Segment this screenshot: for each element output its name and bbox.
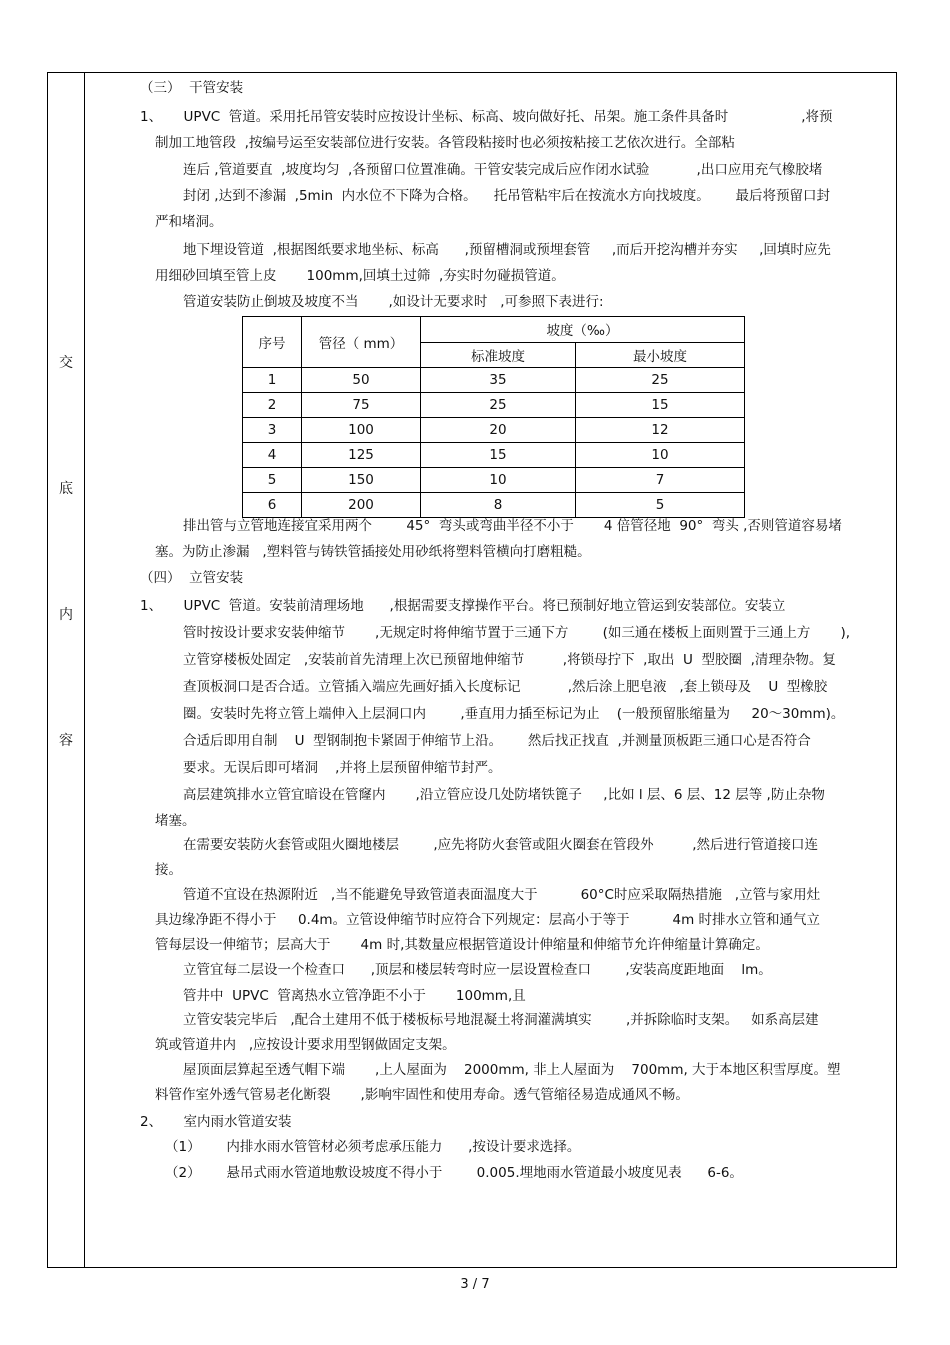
text-line: 连后 ,管道要直 ,坡度均匀 ,各预留口位置准确。干管安装完成后应作闭水试验 ,出口应用充气橡胶堵 (183, 162, 823, 178)
section-heading: （四） 立管安装 (140, 570, 244, 586)
table-cell: 20 (421, 418, 576, 443)
side-label-char: 底 (59, 481, 73, 497)
text-line: 料管作室外透气管易老化断裂 ,影响牢固性和使用寿命。透气管缩径易造成通风不畅。 (155, 1087, 689, 1103)
text-line: 查顶板洞口是否合适。立管插入端应先画好插入长度标记 ,然后涂上肥皂液 ,套上锁母及 U 型橡胶 (183, 679, 828, 695)
text-line: 屋顶面层算起至透气帽下端 ,上人屋面为 2000mm, 非上人屋面为 700mm, 大于本地区积雪厚度。塑 (183, 1062, 841, 1078)
table-cell: 35 (421, 368, 576, 393)
table-row (243, 443, 745, 468)
table-cell: 2 (243, 393, 302, 418)
text-line: 要求。无误后即可堵洞 ,并将上层预留伸缩节封严。 (183, 760, 502, 776)
text-line: 用细砂回填至管上皮 100mm,回填土过筛 ,夯实时勿碰损管道。 (155, 268, 565, 284)
table-cell: 75 (302, 393, 421, 418)
section-heading: （三） 干管安装 (140, 80, 244, 96)
table-header-diameter: 管径（ mm） (302, 317, 421, 368)
table-cell: 15 (576, 393, 745, 418)
text-line: 立管宜每二层设一个检查口 ,顶层和楼层转弯时应一层设置检查口 ,安装高度距地面 lm。 (183, 962, 772, 978)
text-line: 管每层设一伸缩节；层高大于 4m 时,其数量应根据管道设计伸缩量和伸缩节允许伸缩量计算确定。 (155, 937, 769, 953)
text-line: 排出管与立管地连接宜采用两个 45° 弯头或弯曲半径不小于 4 倍管径地 90° 弯头 ,否则管道容易堵 (183, 518, 842, 534)
text-line: 地下埋设管道 ,根据图纸要求地坐标、标高 ,预留槽洞或预埋套管 ,而后开挖沟槽并夯实 ,回填时应先 (183, 242, 831, 258)
table-cell: 10 (576, 443, 745, 468)
table-cell: 100 (302, 418, 421, 443)
table-row (243, 493, 745, 518)
table-header-standard: 标准坡度 (421, 342, 576, 368)
text-line: 管道安装防止倒坡及坡度不当 ,如设计无要求时 ,可参照下表进行: (183, 294, 604, 310)
text-line: （1） 内排水雨水管管材必须考虑承压能力 ,按设计要求选择。 (165, 1139, 581, 1155)
table-cell: 8 (421, 493, 576, 518)
table-cell: 50 (302, 368, 421, 393)
text-line: 在需要安装防火套管或阻火圈地楼层 ,应先将防火套管或阻火圈套在管段外 ,然后进行管道接口连 (183, 837, 819, 853)
text-line: 封闭 ,达到不渗漏 ,5min 内水位不下降为合格。 托吊管粘牢后在按流水方向找坡度。 最后将预留口封 (183, 188, 830, 204)
text-line: 圈。安装时先将立管上端伸入上层洞口内 ,垂直用力插至标记为止 (一般预留胀缩量为 20～30mm)。 (183, 706, 845, 722)
side-label-char: 内 (59, 607, 73, 623)
table-cell: 150 (302, 468, 421, 493)
text-line: 高层建筑排水立管宜暗设在管窿内 ,沿立管应设几处防堵铁篦子 ,比如 l 层、6 层、12 层等 ,防止杂物 (183, 787, 825, 803)
text-line: 立管安装完毕后 ,配合土建用不低于楼板标号地混凝土将洞灌满填实 ,并拆除临时支架。 如系高层建 (183, 1012, 819, 1028)
section-heading: 2、 室内雨水管道安装 (140, 1114, 292, 1130)
table-cell: 125 (302, 443, 421, 468)
table-header-slope: 坡度（‰） (421, 317, 745, 343)
text-line: 立管穿楼板处固定 ,安装前首先清理上次已预留地伸缩节 ,将锁母拧下 ,取出 U 型胶圈 ,清理杂物。复 (183, 652, 836, 668)
text-line: 堵塞。 (155, 813, 196, 829)
table-cell: 3 (243, 418, 302, 443)
side-label-char: 容 (59, 733, 73, 749)
text-line: 合适后即用自制 U 型钢制抱卡紧固于伸缩节上沿。 然后找正找直 ,并测量顶板距三通口心是否符合 (183, 733, 811, 749)
text-line: 1、 UPVC 管道。采用托吊管安装时应按设计坐标、标高、坡向做好托、吊架。施工条件具备时 ,将预 (140, 109, 833, 125)
page-number: 3 / 7 (460, 1277, 490, 1292)
table-cell: 5 (243, 468, 302, 493)
text-line: 制加工地管段 ,按编号运至安装部位进行安装。各管段粘接时也必须按粘接工艺依次进行。全部粘 (155, 135, 735, 151)
table-cell: 12 (576, 418, 745, 443)
text-line: 塞。为防止渗漏 ,塑料管与铸铁管插接处用砂纸将塑料管横向打磨粗糙。 (155, 544, 591, 560)
table-cell: 15 (421, 443, 576, 468)
text-line: 1、 UPVC 管道。安装前清理场地 ,根据需要支撑操作平台。将已预制好地立管运到安装部位。安装立 (140, 598, 786, 614)
slope-table (242, 316, 745, 518)
table-header-index: 序号 (243, 317, 302, 368)
table-cell: 1 (243, 368, 302, 393)
table-cell: 25 (576, 368, 745, 393)
text-line: 严和堵洞。 (155, 214, 223, 230)
table-cell: 6 (243, 493, 302, 518)
table-cell: 7 (576, 468, 745, 493)
text-line: 具边缘净距不得小于 0.4m。立管设伸缩节时应符合下列规定：层高小于等于 4m 时排水立管和通气立 (155, 912, 821, 928)
table-cell: 4 (243, 443, 302, 468)
table-row (243, 393, 745, 418)
text-line: （2） 悬吊式雨水管道地敷设坡度不得小于 0.005.埋地雨水管道最小坡度见表 6-6。 (165, 1165, 743, 1181)
table-row (243, 368, 745, 393)
text-line: 接。 (155, 862, 182, 878)
text-line: 管井中 UPVC 管离热水立管净距不小于 100mm,且 (183, 988, 526, 1004)
table-cell: 5 (576, 493, 745, 518)
text-line: 管时按设计要求安装伸缩节 ,无规定时将伸缩节置于三通下方 (如三通在楼板上面则置于三通上方 ), (183, 625, 851, 641)
table-cell: 200 (302, 493, 421, 518)
side-label-column (47, 72, 85, 1268)
table-header-minimum: 最小坡度 (576, 342, 745, 368)
table-cell: 25 (421, 393, 576, 418)
table-row (243, 468, 745, 493)
table-row (243, 418, 745, 443)
side-label-char: 交 (59, 355, 73, 371)
table-cell: 10 (421, 468, 576, 493)
text-line: 管道不宜设在热源附近 ,当不能避免导致管道表面温度大于 60°C时应采取隔热措施 ,立管与家用灶 (183, 887, 821, 903)
text-line: 筑或管道井内 ,应按设计要求用型钢做固定支架。 (155, 1037, 456, 1053)
